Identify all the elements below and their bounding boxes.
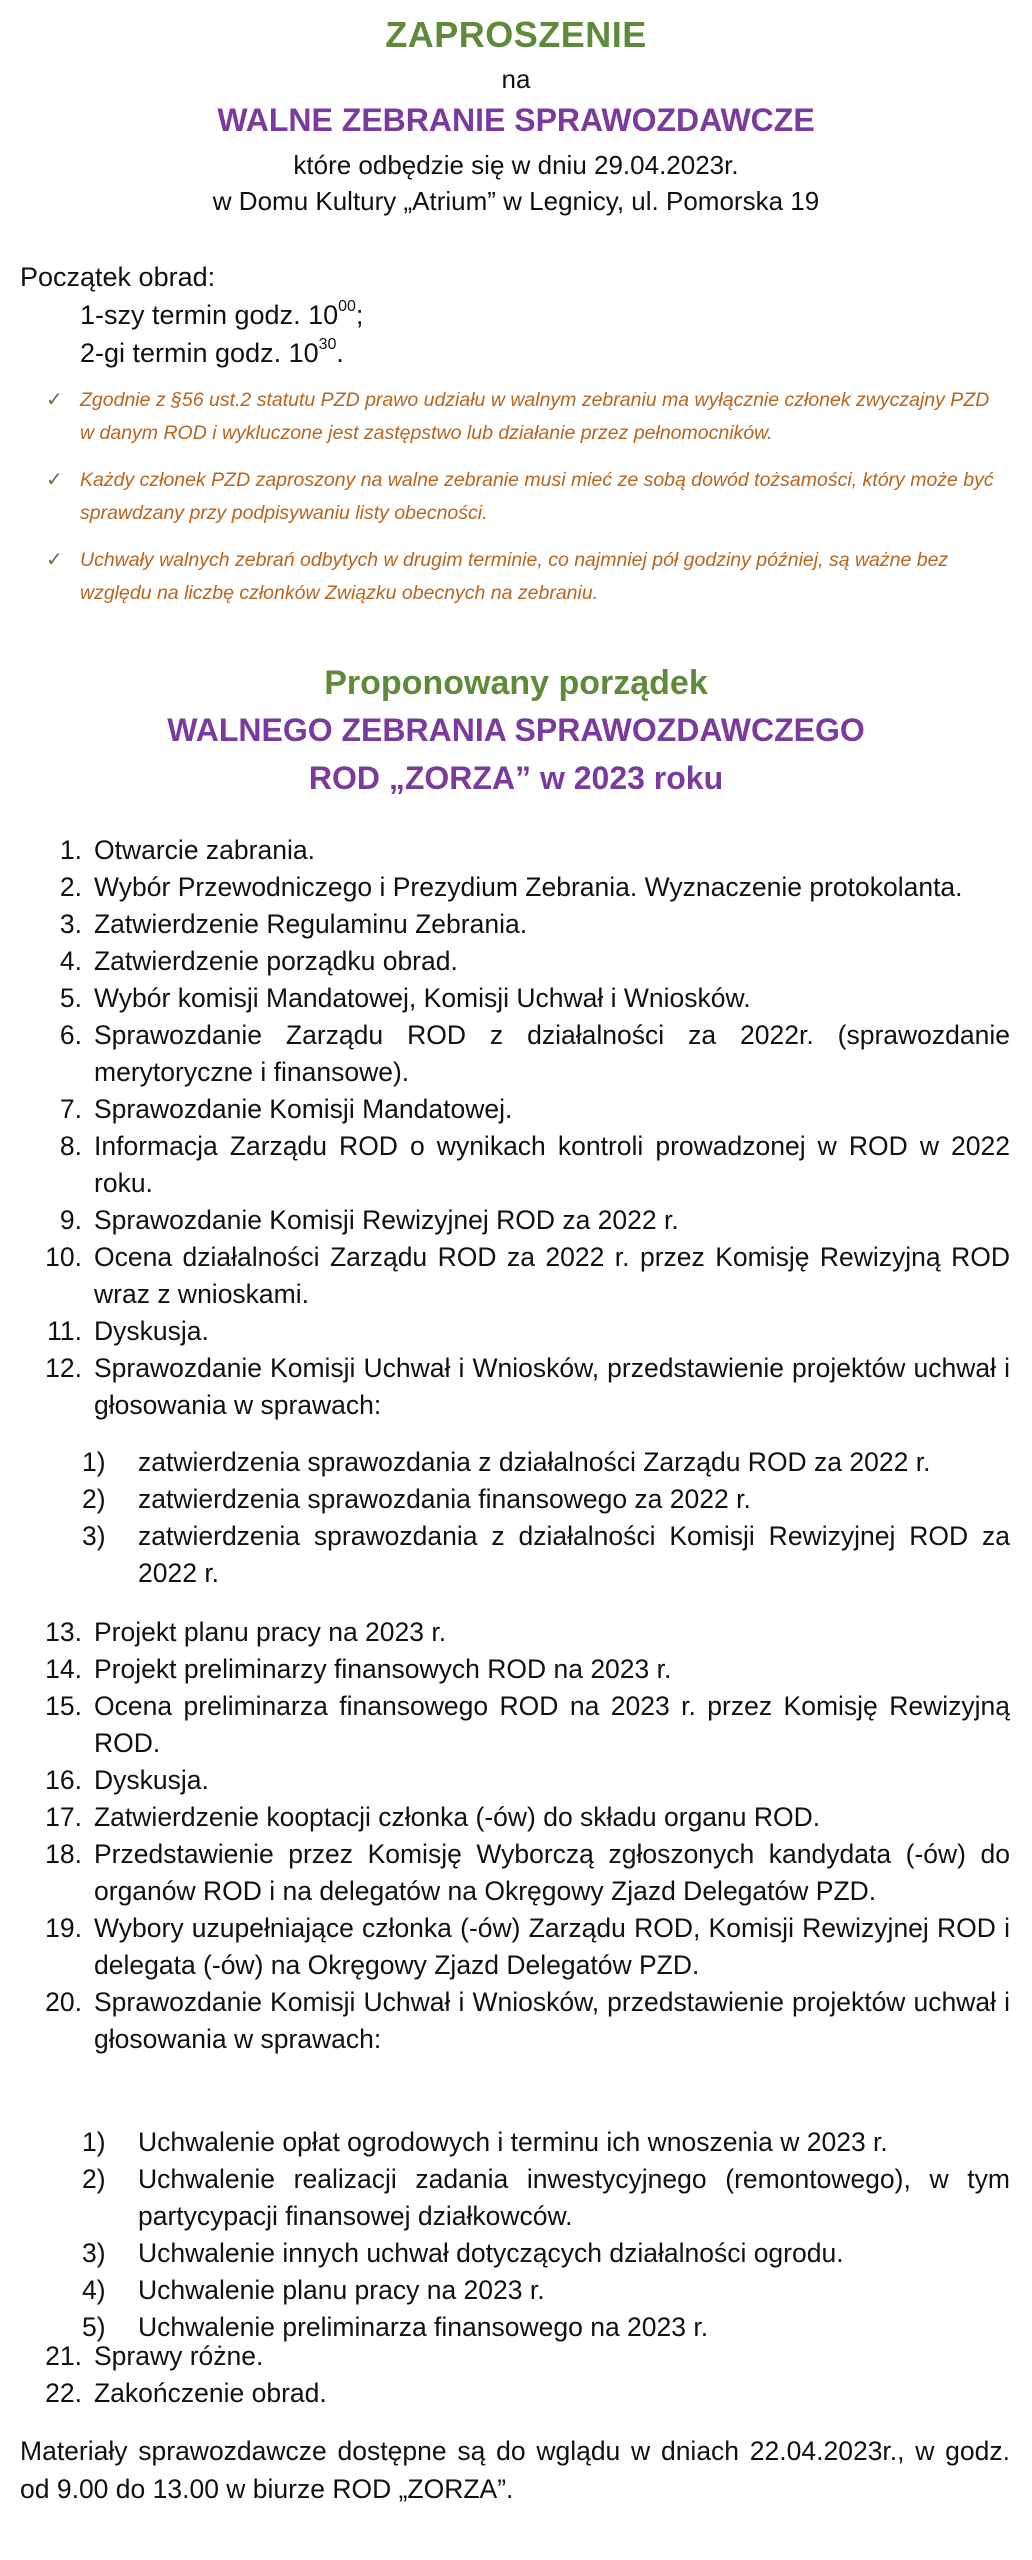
agenda-item bbox=[36, 1091, 1010, 1128]
agenda-text: Projekt planu pracy na 2023 r. bbox=[94, 1617, 447, 1647]
agenda-subitem bbox=[36, 2235, 1010, 2272]
agenda-text: Zatwierdzenie Regulaminu Zebrania. bbox=[94, 909, 528, 939]
agenda-item bbox=[36, 1984, 1010, 2058]
subitem-text: Uchwalenie innych uchwał dotyczących działalności ogrodu. bbox=[138, 2238, 844, 2268]
agenda-item bbox=[36, 1350, 1010, 1424]
agenda-item bbox=[36, 906, 1010, 943]
agenda-subitem bbox=[36, 1444, 1010, 1481]
agenda-title: Proponowany porządek bbox=[324, 664, 708, 702]
agenda-item bbox=[36, 1836, 1010, 1910]
agenda-text: Otwarcie zabrania. bbox=[94, 835, 315, 865]
agenda-number: 11. bbox=[47, 1316, 82, 1346]
subitem-number: 4) bbox=[82, 2275, 106, 2305]
event-name: WALNE ZEBRANIE SPRAWOZDAWCZE bbox=[217, 102, 815, 138]
agenda-text: Zatwierdzenie kooptacji członka (-ów) do składu organu ROD. bbox=[94, 1802, 821, 1832]
agenda-item bbox=[36, 1614, 1010, 1651]
invitation-title: ZAPROSZENIE bbox=[385, 14, 647, 55]
agenda-text: Sprawozdanie Komisji Rewizyjnej ROD za 2022 r. bbox=[94, 1205, 679, 1235]
agenda-item bbox=[36, 1017, 1010, 1091]
note-text: Zgodnie z §56 ust.2 statutu PZD prawo udziału w walnym zebraniu ma wyłącznie członek zwyczajny PZD w danym ROD i wykluczone jest zastępstwo lub działanie przez pełnomocników. bbox=[80, 389, 990, 444]
agenda-item bbox=[36, 1910, 1010, 1984]
first-term-text: 1-szy termin godz. 10 bbox=[80, 300, 339, 330]
subitem-number: 3) bbox=[82, 1521, 106, 1551]
subitem-number: 2) bbox=[82, 2164, 106, 2194]
note-item bbox=[46, 464, 1006, 530]
second-term-minutes: 30 bbox=[318, 336, 337, 353]
agenda-number: 20. bbox=[45, 1987, 82, 2017]
agenda-item bbox=[36, 1799, 1010, 1836]
agenda-text: Wybory uzupełniające członka (-ów) Zarządu ROD, Komisji Rewizyjnej ROD i delegata (-ów) na Okręgowy Zjazd Delegatów PZD. bbox=[94, 1913, 1010, 1980]
subitem-number: 1) bbox=[82, 2127, 106, 2157]
agenda-text: Sprawozdanie Komisji Uchwał i Wniosków, przedstawienie projektów uchwał i głosowania w sprawach: bbox=[94, 1353, 1010, 1420]
note-item bbox=[46, 384, 1006, 450]
agenda-garden: ROD „ZORZA” w 2023 roku bbox=[308, 760, 724, 796]
agenda-item bbox=[36, 1239, 1010, 1313]
agenda-text: Zakończenie obrad. bbox=[94, 2378, 327, 2408]
agenda-item bbox=[36, 943, 1010, 980]
agenda-number: 8. bbox=[59, 1131, 82, 1161]
agenda-text: Sprawozdanie Komisji Mandatowej. bbox=[94, 1094, 513, 1124]
agenda-sublist-a bbox=[36, 1444, 1010, 1592]
agenda-item bbox=[36, 869, 1010, 906]
invitation-na: na bbox=[501, 64, 531, 94]
agenda-list-c bbox=[36, 2338, 1010, 2412]
agenda-number: 13. bbox=[45, 1617, 82, 1647]
agenda-item bbox=[36, 1128, 1010, 1202]
agenda-text: Wybór komisji Mandatowej, Komisji Uchwał i Wniosków. bbox=[94, 983, 751, 1013]
agenda-number: 10. bbox=[45, 1242, 82, 1272]
agenda-number: 22. bbox=[45, 2378, 82, 2408]
notes-list bbox=[46, 384, 1006, 624]
agenda-number: 4. bbox=[59, 946, 82, 976]
materials-notice: Materiały sprawozdawcze dostępne są do wglądu w dniach 22.04.2023r., w godz. od 9.00 do 13.00 w biurze ROD „ZORZA”. bbox=[20, 2436, 1010, 2504]
agenda-text: Zatwierdzenie porządku obrad. bbox=[94, 946, 458, 976]
agenda-number: 15. bbox=[45, 1691, 82, 1721]
agenda-number: 18. bbox=[45, 1839, 82, 1869]
agenda-text: Sprawozdanie Komisji Uchwał i Wniosków, przedstawienie projektów uchwał i głosowania w sprawach: bbox=[94, 1987, 1010, 2054]
agenda-number: 6. bbox=[59, 1020, 82, 1050]
agenda-sublist-b bbox=[36, 2124, 1010, 2346]
agenda-item bbox=[36, 980, 1010, 1017]
subitem-number: 2) bbox=[82, 1484, 106, 1514]
agenda-text: Ocena preliminarza finansowego ROD na 2023 r. przez Komisję Rewizyjną ROD. bbox=[94, 1691, 1010, 1758]
agenda-item bbox=[36, 832, 1010, 869]
agenda-subitem bbox=[36, 2161, 1010, 2235]
agenda-item bbox=[36, 1313, 1010, 1350]
agenda-number: 9. bbox=[59, 1205, 82, 1235]
agenda-number: 21. bbox=[45, 2341, 82, 2371]
second-term-end: . bbox=[336, 338, 344, 368]
note-text: Każdy członek PZD zaproszony na walne zebranie musi mieć ze sobą dowód tożsamości, który może być sprawdzany przy podpisywaniu listy obecności. bbox=[80, 469, 994, 524]
agenda-list-a bbox=[36, 832, 1010, 1424]
agenda-subitem bbox=[36, 1481, 1010, 1518]
agenda-item bbox=[36, 1688, 1010, 1762]
agenda-text: Ocena działalności Zarządu ROD za 2022 r. przez Komisję Rewizyjną ROD wraz z wnioskami. bbox=[94, 1242, 1010, 1309]
subitem-text: Uchwalenie opłat ogrodowych i terminu ich wnoszenia w 2023 r. bbox=[138, 2127, 888, 2157]
agenda-text: Dyskusja. bbox=[94, 1316, 209, 1346]
subitem-number: 3) bbox=[82, 2238, 106, 2268]
subitem-text: Uchwalenie preliminarza finansowego na 2023 r. bbox=[138, 2312, 709, 2342]
agenda-item bbox=[36, 2338, 1010, 2375]
note-text: Uchwały walnych zebrań odbytych w drugim terminie, co najmniej pół godziny później, są ważne bez względu na liczbę członków Związku obecnych na zebraniu. bbox=[80, 549, 949, 604]
agenda-text: Sprawy różne. bbox=[94, 2341, 264, 2371]
agenda-text: Sprawozdanie Zarządu ROD z działalności za 2022r. (sprawozdanie merytoryczne i finansowe). bbox=[94, 1020, 1010, 1087]
agenda-number: 12. bbox=[45, 1353, 82, 1383]
agenda-number: 14. bbox=[45, 1654, 82, 1684]
agenda-subtitle: WALNEGO ZEBRANIA SPRAWOZDAWCZEGO bbox=[167, 712, 865, 748]
subitem-number: 5) bbox=[82, 2312, 106, 2342]
agenda-item bbox=[36, 1762, 1010, 1799]
subitem-text: zatwierdzenia sprawozdania z działalności Komisji Rewizyjnej ROD za 2022 r. bbox=[138, 1521, 1010, 1588]
first-term-minutes: 00 bbox=[338, 298, 356, 315]
first-term-end: ; bbox=[355, 300, 364, 330]
subitem-text: zatwierdzenia sprawozdania finansowego za 2022 r. bbox=[138, 1484, 751, 1514]
agenda-subitem bbox=[36, 2272, 1010, 2309]
event-date: które odbędzie się w dniu 29.04.2023r. bbox=[293, 150, 739, 180]
subitem-text: Uchwalenie realizacji zadania inwestycyjnego (remontowego), w tym partycypacji finansowej działkowców. bbox=[138, 2164, 1010, 2231]
start-label: Początek obrad: bbox=[20, 262, 216, 292]
agenda-number: 19. bbox=[45, 1913, 82, 1943]
agenda-list-b bbox=[36, 1614, 1010, 2058]
subitem-number: 1) bbox=[82, 1447, 106, 1477]
agenda-number: 2. bbox=[59, 872, 82, 902]
agenda-text: Dyskusja. bbox=[94, 1765, 209, 1795]
agenda-item bbox=[36, 1651, 1010, 1688]
subitem-text: zatwierdzenia sprawozdania z działalności Zarządu ROD za 2022 r. bbox=[138, 1447, 931, 1477]
first-term bbox=[80, 300, 363, 331]
agenda-number: 17. bbox=[45, 1802, 82, 1832]
checkmark-icon: ✓ bbox=[46, 469, 63, 491]
agenda-text: Przedstawienie przez Komisję Wyborczą zgłoszonych kandydata (-ów) do organów ROD i na delegatów na Okręgowy Zjazd Delegatów PZD. bbox=[94, 1839, 1010, 1906]
agenda-number: 16. bbox=[45, 1765, 82, 1795]
subitem-text: Uchwalenie planu pracy na 2023 r. bbox=[138, 2275, 545, 2305]
agenda-text: Informacja Zarządu ROD o wynikach kontroli prowadzonej w ROD w 2022 roku. bbox=[94, 1131, 1010, 1198]
agenda-subitem bbox=[36, 1518, 1010, 1592]
agenda-number: 1. bbox=[59, 835, 82, 865]
agenda-item bbox=[36, 1202, 1010, 1239]
checkmark-icon: ✓ bbox=[46, 549, 63, 571]
agenda-number: 5. bbox=[59, 983, 82, 1013]
second-term bbox=[80, 338, 344, 369]
agenda-text: Wybór Przewodniczego i Prezydium Zebrania. Wyznaczenie protokolanta. bbox=[94, 872, 963, 902]
event-place: w Domu Kultury „Atrium” w Legnicy, ul. Pomorska 19 bbox=[212, 186, 820, 216]
note-item bbox=[46, 544, 1006, 610]
agenda-item bbox=[36, 2375, 1010, 2412]
second-term-text: 2-gi termin godz. 10 bbox=[80, 338, 319, 368]
agenda-number: 7. bbox=[59, 1094, 82, 1124]
checkmark-icon: ✓ bbox=[46, 389, 63, 411]
agenda-subitem bbox=[36, 2124, 1010, 2161]
agenda-number: 3. bbox=[59, 909, 82, 939]
agenda-text: Projekt preliminarzy finansowych ROD na 2023 r. bbox=[94, 1654, 672, 1684]
